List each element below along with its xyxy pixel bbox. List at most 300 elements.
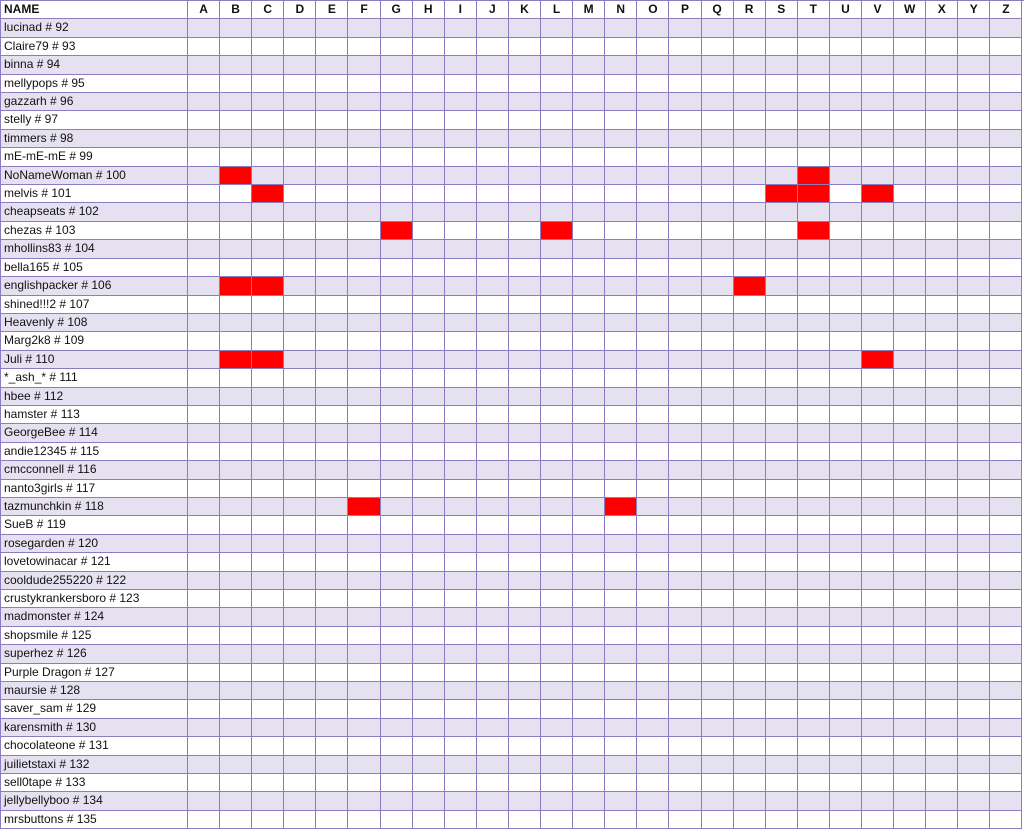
grid-cell-d[interactable] <box>284 406 316 424</box>
marked-cell-b[interactable] <box>220 277 252 295</box>
grid-cell-y[interactable] <box>958 93 990 111</box>
name-cell[interactable]: chocolateone # 131 <box>1 737 188 755</box>
grid-cell-z[interactable] <box>990 148 1022 166</box>
grid-cell-y[interactable] <box>958 406 990 424</box>
grid-cell-x[interactable] <box>926 259 958 277</box>
grid-cell-j[interactable] <box>477 314 509 332</box>
grid-cell-d[interactable] <box>284 19 316 37</box>
grid-cell-o[interactable] <box>637 259 669 277</box>
grid-cell-o[interactable] <box>637 19 669 37</box>
grid-cell-g[interactable] <box>381 424 413 442</box>
grid-cell-b[interactable] <box>220 811 252 829</box>
grid-cell-t[interactable] <box>798 608 830 626</box>
grid-cell-c[interactable] <box>252 645 284 663</box>
grid-cell-s[interactable] <box>766 572 798 590</box>
grid-cell-m[interactable] <box>573 259 605 277</box>
grid-cell-r[interactable] <box>734 314 766 332</box>
grid-cell-h[interactable] <box>413 167 445 185</box>
grid-cell-z[interactable] <box>990 406 1022 424</box>
grid-cell-x[interactable] <box>926 811 958 829</box>
grid-cell-z[interactable] <box>990 332 1022 350</box>
grid-cell-h[interactable] <box>413 240 445 258</box>
grid-cell-c[interactable] <box>252 222 284 240</box>
grid-cell-h[interactable] <box>413 664 445 682</box>
grid-cell-f[interactable] <box>348 148 380 166</box>
grid-cell-p[interactable] <box>669 700 701 718</box>
grid-cell-v[interactable] <box>862 148 894 166</box>
grid-cell-w[interactable] <box>894 388 926 406</box>
grid-cell-v[interactable] <box>862 664 894 682</box>
grid-cell-o[interactable] <box>637 167 669 185</box>
grid-cell-r[interactable] <box>734 185 766 203</box>
grid-cell-a[interactable] <box>188 111 220 129</box>
grid-cell-e[interactable] <box>316 93 348 111</box>
name-cell[interactable]: mellypops # 95 <box>1 75 188 93</box>
grid-cell-m[interactable] <box>573 553 605 571</box>
grid-cell-g[interactable] <box>381 19 413 37</box>
grid-cell-q[interactable] <box>702 388 734 406</box>
grid-cell-o[interactable] <box>637 461 669 479</box>
grid-cell-r[interactable] <box>734 222 766 240</box>
grid-cell-i[interactable] <box>445 498 477 516</box>
grid-cell-o[interactable] <box>637 369 669 387</box>
grid-cell-d[interactable] <box>284 792 316 810</box>
grid-cell-i[interactable] <box>445 480 477 498</box>
grid-cell-j[interactable] <box>477 516 509 534</box>
grid-cell-x[interactable] <box>926 572 958 590</box>
grid-cell-h[interactable] <box>413 388 445 406</box>
grid-cell-t[interactable] <box>798 756 830 774</box>
grid-cell-v[interactable] <box>862 590 894 608</box>
grid-cell-j[interactable] <box>477 296 509 314</box>
grid-cell-c[interactable] <box>252 167 284 185</box>
grid-cell-s[interactable] <box>766 38 798 56</box>
grid-cell-f[interactable] <box>348 185 380 203</box>
grid-cell-m[interactable] <box>573 56 605 74</box>
grid-cell-f[interactable] <box>348 388 380 406</box>
grid-cell-o[interactable] <box>637 406 669 424</box>
grid-cell-i[interactable] <box>445 75 477 93</box>
grid-cell-g[interactable] <box>381 682 413 700</box>
grid-cell-k[interactable] <box>509 792 541 810</box>
grid-cell-o[interactable] <box>637 56 669 74</box>
grid-cell-z[interactable] <box>990 498 1022 516</box>
grid-cell-g[interactable] <box>381 314 413 332</box>
grid-cell-s[interactable] <box>766 608 798 626</box>
grid-cell-o[interactable] <box>637 130 669 148</box>
grid-cell-x[interactable] <box>926 627 958 645</box>
grid-cell-e[interactable] <box>316 388 348 406</box>
grid-cell-m[interactable] <box>573 148 605 166</box>
grid-cell-w[interactable] <box>894 719 926 737</box>
grid-cell-w[interactable] <box>894 811 926 829</box>
grid-cell-e[interactable] <box>316 756 348 774</box>
grid-cell-w[interactable] <box>894 774 926 792</box>
grid-cell-t[interactable] <box>798 811 830 829</box>
grid-cell-p[interactable] <box>669 240 701 258</box>
grid-cell-l[interactable] <box>541 203 573 221</box>
grid-cell-l[interactable] <box>541 240 573 258</box>
grid-cell-z[interactable] <box>990 19 1022 37</box>
grid-cell-f[interactable] <box>348 75 380 93</box>
name-cell[interactable]: *_ash_* # 111 <box>1 369 188 387</box>
grid-cell-p[interactable] <box>669 774 701 792</box>
grid-cell-e[interactable] <box>316 498 348 516</box>
grid-cell-e[interactable] <box>316 111 348 129</box>
grid-cell-j[interactable] <box>477 480 509 498</box>
grid-cell-v[interactable] <box>862 608 894 626</box>
grid-cell-k[interactable] <box>509 296 541 314</box>
grid-cell-i[interactable] <box>445 38 477 56</box>
grid-cell-p[interactable] <box>669 148 701 166</box>
grid-cell-h[interactable] <box>413 590 445 608</box>
grid-cell-c[interactable] <box>252 130 284 148</box>
grid-cell-l[interactable] <box>541 19 573 37</box>
grid-cell-b[interactable] <box>220 645 252 663</box>
grid-cell-o[interactable] <box>637 756 669 774</box>
grid-cell-e[interactable] <box>316 608 348 626</box>
grid-cell-x[interactable] <box>926 498 958 516</box>
grid-cell-q[interactable] <box>702 627 734 645</box>
grid-cell-d[interactable] <box>284 811 316 829</box>
grid-cell-x[interactable] <box>926 240 958 258</box>
grid-cell-a[interactable] <box>188 572 220 590</box>
grid-cell-a[interactable] <box>188 185 220 203</box>
marked-cell-n[interactable] <box>605 498 637 516</box>
name-cell[interactable]: maursie # 128 <box>1 682 188 700</box>
grid-cell-y[interactable] <box>958 572 990 590</box>
grid-cell-l[interactable] <box>541 700 573 718</box>
grid-cell-k[interactable] <box>509 130 541 148</box>
grid-cell-o[interactable] <box>637 75 669 93</box>
grid-cell-y[interactable] <box>958 553 990 571</box>
grid-cell-g[interactable] <box>381 590 413 608</box>
grid-cell-w[interactable] <box>894 351 926 369</box>
grid-cell-u[interactable] <box>830 388 862 406</box>
grid-cell-k[interactable] <box>509 553 541 571</box>
grid-cell-v[interactable] <box>862 56 894 74</box>
grid-cell-l[interactable] <box>541 351 573 369</box>
grid-cell-g[interactable] <box>381 185 413 203</box>
grid-cell-p[interactable] <box>669 811 701 829</box>
grid-cell-u[interactable] <box>830 719 862 737</box>
grid-cell-r[interactable] <box>734 167 766 185</box>
grid-cell-a[interactable] <box>188 277 220 295</box>
grid-cell-j[interactable] <box>477 240 509 258</box>
grid-cell-b[interactable] <box>220 388 252 406</box>
grid-cell-u[interactable] <box>830 516 862 534</box>
grid-cell-z[interactable] <box>990 351 1022 369</box>
grid-cell-x[interactable] <box>926 443 958 461</box>
grid-cell-e[interactable] <box>316 259 348 277</box>
grid-cell-m[interactable] <box>573 332 605 350</box>
grid-cell-r[interactable] <box>734 296 766 314</box>
grid-cell-w[interactable] <box>894 756 926 774</box>
grid-cell-m[interactable] <box>573 480 605 498</box>
grid-cell-g[interactable] <box>381 351 413 369</box>
grid-cell-p[interactable] <box>669 480 701 498</box>
grid-cell-l[interactable] <box>541 756 573 774</box>
grid-cell-q[interactable] <box>702 424 734 442</box>
grid-cell-f[interactable] <box>348 369 380 387</box>
grid-cell-d[interactable] <box>284 167 316 185</box>
grid-cell-l[interactable] <box>541 111 573 129</box>
grid-cell-n[interactable] <box>605 388 637 406</box>
grid-cell-r[interactable] <box>734 516 766 534</box>
grid-cell-a[interactable] <box>188 498 220 516</box>
grid-cell-l[interactable] <box>541 553 573 571</box>
grid-cell-p[interactable] <box>669 443 701 461</box>
grid-cell-k[interactable] <box>509 222 541 240</box>
grid-cell-e[interactable] <box>316 75 348 93</box>
grid-cell-k[interactable] <box>509 75 541 93</box>
grid-cell-p[interactable] <box>669 406 701 424</box>
grid-cell-n[interactable] <box>605 259 637 277</box>
grid-cell-k[interactable] <box>509 682 541 700</box>
grid-cell-c[interactable] <box>252 664 284 682</box>
grid-cell-t[interactable] <box>798 56 830 74</box>
grid-cell-k[interactable] <box>509 19 541 37</box>
grid-cell-a[interactable] <box>188 19 220 37</box>
grid-cell-b[interactable] <box>220 774 252 792</box>
grid-cell-c[interactable] <box>252 424 284 442</box>
grid-cell-w[interactable] <box>894 792 926 810</box>
grid-cell-v[interactable] <box>862 424 894 442</box>
grid-cell-e[interactable] <box>316 590 348 608</box>
grid-cell-c[interactable] <box>252 498 284 516</box>
grid-cell-b[interactable] <box>220 332 252 350</box>
grid-cell-i[interactable] <box>445 93 477 111</box>
grid-cell-m[interactable] <box>573 608 605 626</box>
grid-cell-z[interactable] <box>990 75 1022 93</box>
name-cell[interactable]: saver_sam # 129 <box>1 700 188 718</box>
grid-cell-y[interactable] <box>958 480 990 498</box>
grid-cell-w[interactable] <box>894 700 926 718</box>
grid-cell-m[interactable] <box>573 443 605 461</box>
grid-cell-h[interactable] <box>413 111 445 129</box>
grid-cell-g[interactable] <box>381 498 413 516</box>
grid-cell-h[interactable] <box>413 480 445 498</box>
grid-cell-b[interactable] <box>220 719 252 737</box>
grid-cell-g[interactable] <box>381 461 413 479</box>
grid-cell-o[interactable] <box>637 93 669 111</box>
grid-cell-p[interactable] <box>669 498 701 516</box>
grid-cell-j[interactable] <box>477 792 509 810</box>
grid-cell-v[interactable] <box>862 19 894 37</box>
grid-cell-u[interactable] <box>830 553 862 571</box>
grid-cell-x[interactable] <box>926 351 958 369</box>
grid-cell-e[interactable] <box>316 185 348 203</box>
grid-cell-z[interactable] <box>990 130 1022 148</box>
grid-cell-h[interactable] <box>413 443 445 461</box>
grid-cell-z[interactable] <box>990 240 1022 258</box>
grid-cell-f[interactable] <box>348 19 380 37</box>
grid-cell-h[interactable] <box>413 351 445 369</box>
grid-cell-y[interactable] <box>958 111 990 129</box>
grid-cell-w[interactable] <box>894 553 926 571</box>
grid-cell-i[interactable] <box>445 332 477 350</box>
grid-cell-i[interactable] <box>445 590 477 608</box>
grid-cell-j[interactable] <box>477 93 509 111</box>
grid-cell-r[interactable] <box>734 93 766 111</box>
grid-cell-w[interactable] <box>894 424 926 442</box>
grid-cell-y[interactable] <box>958 369 990 387</box>
grid-cell-y[interactable] <box>958 756 990 774</box>
grid-cell-s[interactable] <box>766 774 798 792</box>
grid-cell-y[interactable] <box>958 130 990 148</box>
grid-cell-b[interactable] <box>220 516 252 534</box>
grid-cell-n[interactable] <box>605 185 637 203</box>
name-cell[interactable]: crustykrankersboro # 123 <box>1 590 188 608</box>
grid-cell-h[interactable] <box>413 222 445 240</box>
grid-cell-t[interactable] <box>798 700 830 718</box>
grid-cell-u[interactable] <box>830 369 862 387</box>
grid-cell-v[interactable] <box>862 203 894 221</box>
grid-cell-f[interactable] <box>348 424 380 442</box>
name-column-header[interactable]: NAME <box>1 1 188 19</box>
grid-cell-w[interactable] <box>894 480 926 498</box>
grid-cell-q[interactable] <box>702 480 734 498</box>
grid-cell-e[interactable] <box>316 19 348 37</box>
grid-cell-e[interactable] <box>316 406 348 424</box>
grid-cell-y[interactable] <box>958 535 990 553</box>
grid-cell-x[interactable] <box>926 277 958 295</box>
column-header-e[interactable]: E <box>316 1 348 19</box>
grid-cell-j[interactable] <box>477 75 509 93</box>
grid-cell-q[interactable] <box>702 167 734 185</box>
grid-cell-x[interactable] <box>926 406 958 424</box>
grid-cell-x[interactable] <box>926 314 958 332</box>
grid-cell-l[interactable] <box>541 406 573 424</box>
grid-cell-o[interactable] <box>637 38 669 56</box>
grid-cell-k[interactable] <box>509 756 541 774</box>
grid-cell-n[interactable] <box>605 424 637 442</box>
grid-cell-v[interactable] <box>862 314 894 332</box>
grid-cell-p[interactable] <box>669 222 701 240</box>
grid-cell-l[interactable] <box>541 185 573 203</box>
name-cell[interactable]: mhollins83 # 104 <box>1 240 188 258</box>
grid-cell-x[interactable] <box>926 388 958 406</box>
grid-cell-n[interactable] <box>605 332 637 350</box>
grid-cell-z[interactable] <box>990 461 1022 479</box>
grid-cell-i[interactable] <box>445 240 477 258</box>
grid-cell-a[interactable] <box>188 332 220 350</box>
grid-cell-n[interactable] <box>605 480 637 498</box>
grid-cell-c[interactable] <box>252 756 284 774</box>
grid-cell-w[interactable] <box>894 148 926 166</box>
grid-cell-q[interactable] <box>702 756 734 774</box>
grid-cell-z[interactable] <box>990 682 1022 700</box>
grid-cell-n[interactable] <box>605 664 637 682</box>
grid-cell-k[interactable] <box>509 277 541 295</box>
grid-cell-u[interactable] <box>830 461 862 479</box>
grid-cell-g[interactable] <box>381 645 413 663</box>
grid-cell-x[interactable] <box>926 75 958 93</box>
grid-cell-y[interactable] <box>958 167 990 185</box>
grid-cell-p[interactable] <box>669 296 701 314</box>
grid-cell-j[interactable] <box>477 148 509 166</box>
grid-cell-m[interactable] <box>573 406 605 424</box>
grid-cell-a[interactable] <box>188 314 220 332</box>
grid-cell-i[interactable] <box>445 19 477 37</box>
grid-cell-b[interactable] <box>220 19 252 37</box>
grid-cell-a[interactable] <box>188 774 220 792</box>
grid-cell-w[interactable] <box>894 167 926 185</box>
grid-cell-s[interactable] <box>766 296 798 314</box>
marked-cell-v[interactable] <box>862 185 894 203</box>
grid-cell-c[interactable] <box>252 406 284 424</box>
grid-cell-u[interactable] <box>830 774 862 792</box>
grid-cell-g[interactable] <box>381 443 413 461</box>
grid-cell-e[interactable] <box>316 516 348 534</box>
grid-cell-s[interactable] <box>766 75 798 93</box>
grid-cell-h[interactable] <box>413 38 445 56</box>
column-header-j[interactable]: J <box>477 1 509 19</box>
grid-cell-p[interactable] <box>669 590 701 608</box>
grid-cell-u[interactable] <box>830 608 862 626</box>
column-header-z[interactable]: Z <box>990 1 1022 19</box>
grid-cell-f[interactable] <box>348 240 380 258</box>
grid-cell-o[interactable] <box>637 148 669 166</box>
grid-cell-f[interactable] <box>348 516 380 534</box>
grid-cell-e[interactable] <box>316 774 348 792</box>
grid-cell-c[interactable] <box>252 572 284 590</box>
grid-cell-p[interactable] <box>669 38 701 56</box>
grid-cell-n[interactable] <box>605 516 637 534</box>
grid-cell-g[interactable] <box>381 148 413 166</box>
grid-cell-u[interactable] <box>830 222 862 240</box>
grid-cell-h[interactable] <box>413 75 445 93</box>
grid-cell-y[interactable] <box>958 75 990 93</box>
grid-cell-x[interactable] <box>926 645 958 663</box>
grid-cell-w[interactable] <box>894 682 926 700</box>
grid-cell-r[interactable] <box>734 572 766 590</box>
grid-cell-f[interactable] <box>348 406 380 424</box>
grid-cell-t[interactable] <box>798 111 830 129</box>
grid-cell-h[interactable] <box>413 700 445 718</box>
grid-cell-c[interactable] <box>252 792 284 810</box>
grid-cell-y[interactable] <box>958 774 990 792</box>
grid-cell-a[interactable] <box>188 93 220 111</box>
grid-cell-k[interactable] <box>509 314 541 332</box>
grid-cell-v[interactable] <box>862 516 894 534</box>
grid-cell-m[interactable] <box>573 351 605 369</box>
grid-cell-m[interactable] <box>573 498 605 516</box>
grid-cell-p[interactable] <box>669 792 701 810</box>
grid-cell-t[interactable] <box>798 792 830 810</box>
grid-cell-q[interactable] <box>702 148 734 166</box>
grid-cell-i[interactable] <box>445 424 477 442</box>
grid-cell-z[interactable] <box>990 774 1022 792</box>
grid-cell-y[interactable] <box>958 461 990 479</box>
grid-cell-m[interactable] <box>573 19 605 37</box>
grid-cell-w[interactable] <box>894 314 926 332</box>
grid-cell-t[interactable] <box>798 406 830 424</box>
grid-cell-o[interactable] <box>637 811 669 829</box>
grid-cell-y[interactable] <box>958 388 990 406</box>
grid-cell-l[interactable] <box>541 443 573 461</box>
grid-cell-o[interactable] <box>637 737 669 755</box>
grid-cell-j[interactable] <box>477 56 509 74</box>
grid-cell-x[interactable] <box>926 222 958 240</box>
grid-cell-g[interactable] <box>381 811 413 829</box>
grid-cell-x[interactable] <box>926 19 958 37</box>
grid-cell-x[interactable] <box>926 535 958 553</box>
grid-cell-e[interactable] <box>316 222 348 240</box>
grid-cell-p[interactable] <box>669 203 701 221</box>
grid-cell-e[interactable] <box>316 461 348 479</box>
grid-cell-v[interactable] <box>862 792 894 810</box>
